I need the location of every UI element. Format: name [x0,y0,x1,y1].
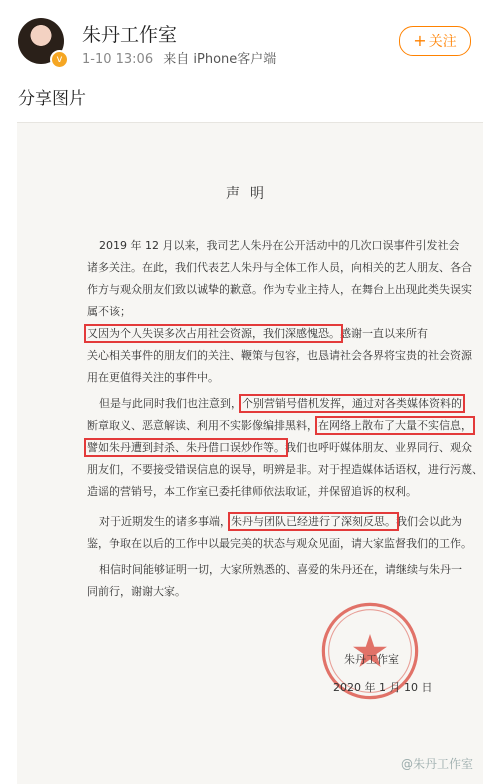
statement-fragment: 感谢一直以来所有 [340,327,428,340]
statement-line-row [87,441,472,454]
highlight-box: 个别营销号借机发挥，通过对各类媒体资料的 [242,397,462,410]
post-time: 1-10 13:06 [82,52,154,67]
statement-line-row [87,419,472,432]
post-source: 来自 iPhone客户端 [163,52,277,67]
statement-line: 造谣的营销号，本工作室已委托律师依法取证，并保留追诉的权利。 [87,485,417,498]
follow-label: 关注 [428,34,457,50]
statement-line: 鉴，争取在以后的工作中以最完美的状态与观众见面，请大家监督我们的工作。 [87,537,472,550]
username[interactable]: 朱丹工作室 [82,24,178,46]
statement-line: 朋友们，不要接受错误信息的误导，明辨是非。对于捏造媒体话语权，进行污蔑、 [87,463,483,476]
statement-image[interactable] [17,122,483,784]
statement-fragment: 我们也呼吁媒体朋友、业界同行、观众 [285,441,472,454]
post-caption: 分享图片 [18,89,86,109]
statement-signature: 朱丹工作室 [344,653,399,666]
statement-fragment: 断章取义、恶意解读、利用不实影像编排黑料， [87,419,318,432]
statement-line-row [99,397,462,410]
plus-icon: + [413,31,427,50]
statement-line-row [99,515,462,528]
statement-line: 作方与观众朋友们致以诚挚的歉意。作为专业主持人，在舞台上出现此类失误实 [87,283,472,296]
post-header [0,0,487,75]
statement-fragment: 我们会以此为 [396,515,462,528]
statement-line: 关心相关事件的朋友们的关注、鞭策与包容，也恳请社会各界将宝贵的社会资源 [87,349,472,362]
highlight-box: 朱丹与团队已经进行了深刻反思。 [231,515,396,528]
statement-fragment: 对于近期发生的诸多事端， [99,515,231,528]
statement-title: 声明 [226,186,274,202]
statement-date: 2020 年 1 月 10 日 [333,681,433,694]
post-meta [82,48,276,67]
statement-line: 属不该； [87,305,131,318]
verified-badge-icon: v [50,50,69,69]
statement-line: 2019 年 12 月以来，我司艺人朱丹在公开活动中的几次口误事件引发社会 [99,239,460,252]
highlight-box: 譬如朱丹遭到封杀、朱丹借口误炒作等。 [87,441,285,454]
statement-line: 用在更值得关注的事件中。 [87,371,219,384]
statement-line: 相信时间能够证明一切，大家所熟悉的、喜爱的朱丹还在，请继续与朱丹一 [99,563,462,576]
statement-fragment: 但是与此同时我们也注意到， [99,397,242,410]
follow-button[interactable] [399,26,471,56]
highlight-box: 在网络上散布了大量不实信息， [318,419,472,432]
image-watermark: @朱丹工作室 [400,757,473,771]
statement-line: 诸多关注。在此，我们代表艺人朱丹与全体工作人员，向相关的艺人朋友、各合 [87,261,472,274]
statement-line: 同前行，谢谢大家。 [87,585,186,598]
highlight-box: 又因为个人失误多次占用社会资源，我们深感愧恐。 [87,327,340,340]
statement-line-row [87,327,428,340]
